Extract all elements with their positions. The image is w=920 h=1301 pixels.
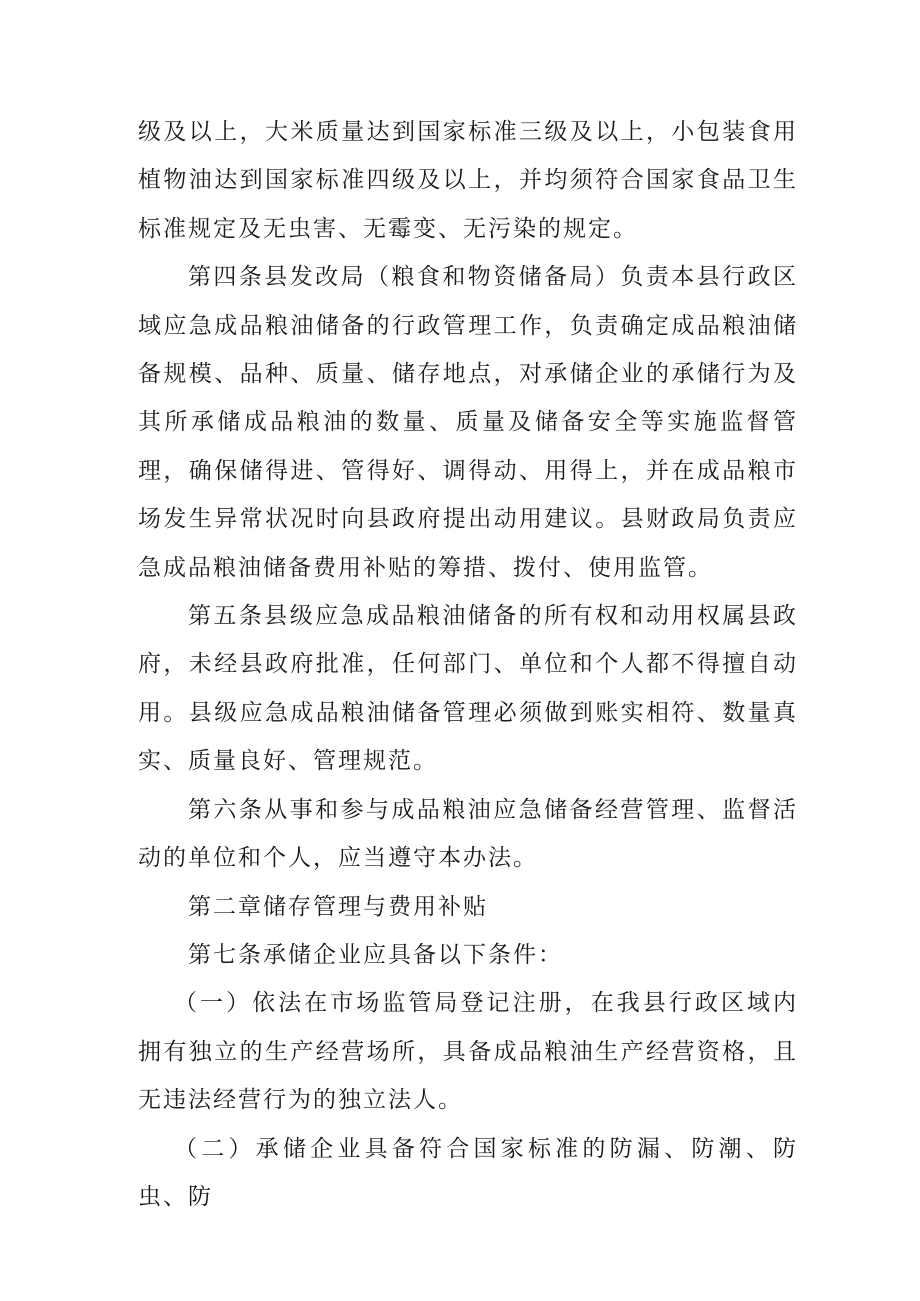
paragraph-article-7: 第七条承储企业应具备以下条件： <box>188 941 563 968</box>
paragraph-condition-1: （一）依法在市场监管局登记注册，在我县行政区域内拥有独立的生产经营场所，具备成品粮油生产经营资格，且无违法经营行为的独立法人。 <box>138 990 798 1114</box>
chapter-2-heading: 第二章储存管理与费用补贴 <box>188 893 488 920</box>
paragraph-article-5: 第五条县级应急成品粮油储备的所有权和动用权属县政府，未经县政府批准，任何部门、单位和个人都不得擅自动用。县级应急成品粮油储备管理必须做到账实相符、数量真实、质量良好、管理规范。 <box>138 603 798 775</box>
paragraph-grain-quality-continuation: 级及以上，大米质量达到国家标准三级及以上，小包装食用植物油达到国家标准四级及以上，并均须符合国家食品卫生标准规定及无虫害、无霉变、无污染的规定。 <box>138 119 798 242</box>
paragraph-condition-2: （二）承储企业具备符合国家标准的防漏、防潮、防虫、防 <box>138 1135 798 1210</box>
document-page <box>138 108 798 1221</box>
paragraph-article-6: 第六条从事和参与成品粮油应急储备经营管理、监督活动的单位和个人，应当遵守本办法。 <box>138 796 798 872</box>
paragraph-article-4: 第四条县发改局（粮食和物资储备局）负责本县行政区域应急成品粮油储备的行政管理工作，负责确定成品粮油储备规模、品种、质量、储存地点，对承储企业的承储行为及其所承储成品粮油的数量、质量及储备安全等实施监督管理，确保储得进、管得好、调得动、用得上，并在成品粮市场发生异常状况时向县政府提出动用建议。县财政局负责应急成品粮油储备费用补贴的筹措、拨付、使用监管。 <box>138 264 798 581</box>
